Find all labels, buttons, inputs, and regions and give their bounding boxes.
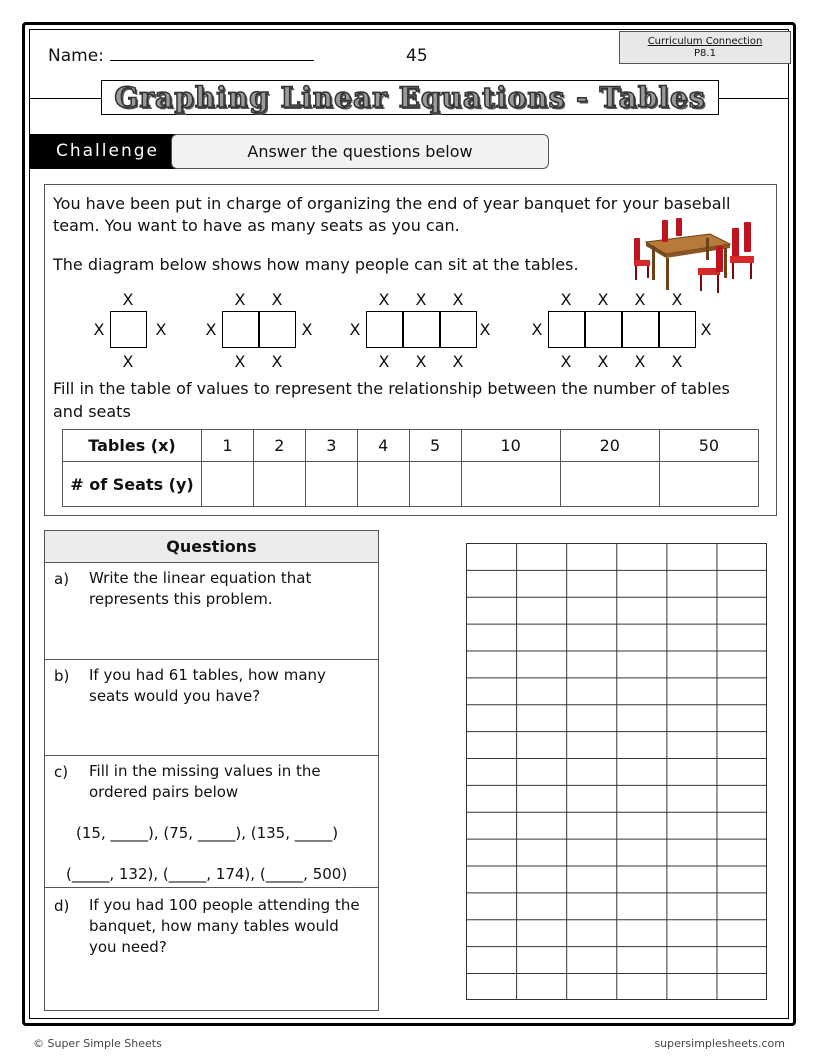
seat-mark: X xyxy=(205,320,217,339)
challenge-instruction: Answer the questions below xyxy=(171,134,549,169)
name-label: Name: xyxy=(48,46,104,66)
seat-mark: X xyxy=(349,320,361,339)
question-c-line: Fill in the missing values in the xyxy=(89,762,321,780)
question-a-text xyxy=(89,568,374,610)
question-a-label: a) xyxy=(54,570,70,588)
table-square xyxy=(110,311,147,348)
question-c-line: ordered pairs below xyxy=(89,783,239,801)
table-of-values xyxy=(62,429,759,507)
question-a-line: Write the linear equation that xyxy=(89,569,312,587)
seat-mark: X xyxy=(479,320,491,339)
seat-mark: X xyxy=(634,352,646,371)
seat-mark: X xyxy=(301,320,313,339)
seat-mark: X xyxy=(597,352,609,371)
blank-graph-grid[interactable] xyxy=(466,543,767,1000)
seat-mark: X xyxy=(122,290,134,309)
row-label-tables: Tables (x) xyxy=(63,430,202,462)
answer-cell[interactable] xyxy=(409,462,461,507)
question-c-text xyxy=(89,761,374,803)
table-cell: 50 xyxy=(659,430,758,462)
question-b-label: b) xyxy=(54,667,70,685)
seat-mark: X xyxy=(597,290,609,309)
question-d-line: you need? xyxy=(89,938,167,956)
name-field[interactable] xyxy=(48,46,314,66)
seat-mark: X xyxy=(415,352,427,371)
answer-cell[interactable] xyxy=(357,462,409,507)
banquet-table-chairs-image xyxy=(632,216,758,296)
table-square xyxy=(622,311,659,348)
ordered-pairs-row-2: (_____, 132), (_____, 174), (_____, 500) xyxy=(66,865,348,883)
seat-mark: X xyxy=(378,290,390,309)
question-a-line: represents this problem. xyxy=(89,590,273,608)
seat-mark: X xyxy=(271,352,283,371)
seat-mark: X xyxy=(234,290,246,309)
question-d-text xyxy=(89,895,374,958)
ordered-pairs-row-1: (15, _____), (75, _____), (135, _____) xyxy=(76,824,339,842)
table-cell: 10 xyxy=(461,430,560,462)
question-divider xyxy=(45,887,378,888)
question-divider xyxy=(45,755,378,756)
curriculum-connection-label: Curriculum Connection xyxy=(647,36,763,47)
seat-mark: X xyxy=(531,320,543,339)
seat-mark: X xyxy=(452,352,464,371)
questions-heading: Questions xyxy=(45,531,378,563)
table-square xyxy=(585,311,622,348)
row-label-seats: # of Seats (y) xyxy=(63,462,202,507)
curriculum-connection-box xyxy=(619,31,791,64)
question-d-label: d) xyxy=(54,897,70,915)
problem-text-line-2: team. You want to have as many seats as you can. xyxy=(53,216,460,235)
footer-website: supersimplesheets.com xyxy=(654,1037,785,1050)
curriculum-code: P8.1 xyxy=(694,48,716,59)
table-square xyxy=(222,311,259,348)
table-square xyxy=(440,311,477,348)
table-row xyxy=(63,462,759,507)
question-b-line: seats would you have? xyxy=(89,687,261,705)
seat-mark: X xyxy=(271,290,283,309)
table-cell: 20 xyxy=(560,430,659,462)
seat-mark: X xyxy=(634,290,646,309)
page-title: Graphing Linear Equations - Tables xyxy=(114,81,706,114)
table-square xyxy=(403,311,440,348)
answer-cell[interactable] xyxy=(202,462,254,507)
question-b-line: If you had 61 tables, how many xyxy=(89,666,326,684)
question-c-label: c) xyxy=(54,763,69,781)
table-square xyxy=(659,311,696,348)
table-square xyxy=(259,311,296,348)
answer-cell[interactable] xyxy=(560,462,659,507)
title-rule-right xyxy=(719,98,789,99)
question-b-text xyxy=(89,665,374,707)
seat-mark: X xyxy=(671,352,683,371)
answer-cell[interactable] xyxy=(305,462,357,507)
table-cell: 5 xyxy=(409,430,461,462)
answer-cell[interactable] xyxy=(461,462,560,507)
seat-mark: X xyxy=(234,352,246,371)
seat-mark: X xyxy=(155,320,167,339)
fill-instruction-line-2: and seats xyxy=(53,402,131,421)
seat-mark: X xyxy=(560,352,572,371)
problem-text-line-3: The diagram below shows how many people can sit at the tables. xyxy=(53,255,579,274)
table-cell: 3 xyxy=(305,430,357,462)
name-blank-line[interactable] xyxy=(110,46,314,61)
table-row xyxy=(63,430,759,462)
footer-copyright: © Super Simple Sheets xyxy=(33,1037,162,1050)
problem-text-line-1: You have been put in charge of organizing the end of year banquet for your baseball xyxy=(53,194,731,213)
title-banner xyxy=(101,80,719,115)
challenge-label: Challenge xyxy=(30,134,180,169)
question-d-line: banquet, how many tables would xyxy=(89,917,339,935)
answer-cell[interactable] xyxy=(659,462,758,507)
question-divider xyxy=(45,659,378,660)
seat-mark: X xyxy=(378,352,390,371)
seat-mark: X xyxy=(122,352,134,371)
seat-mark: X xyxy=(560,290,572,309)
seat-mark: X xyxy=(93,320,105,339)
table-cell: 2 xyxy=(253,430,305,462)
title-rule-left xyxy=(30,98,102,99)
fill-instruction-line-1: Fill in the table of values to represent the relationship between the number of tables xyxy=(53,379,730,398)
seat-mark: X xyxy=(452,290,464,309)
seat-mark: X xyxy=(415,290,427,309)
seat-mark: X xyxy=(671,290,683,309)
question-d-line: If you had 100 people attending the xyxy=(89,896,360,914)
table-cell: 1 xyxy=(202,430,254,462)
table-square xyxy=(366,311,403,348)
answer-cell[interactable] xyxy=(253,462,305,507)
table-cell: 4 xyxy=(357,430,409,462)
table-square xyxy=(548,311,585,348)
page-number: 45 xyxy=(406,46,428,66)
seat-mark: X xyxy=(700,320,712,339)
